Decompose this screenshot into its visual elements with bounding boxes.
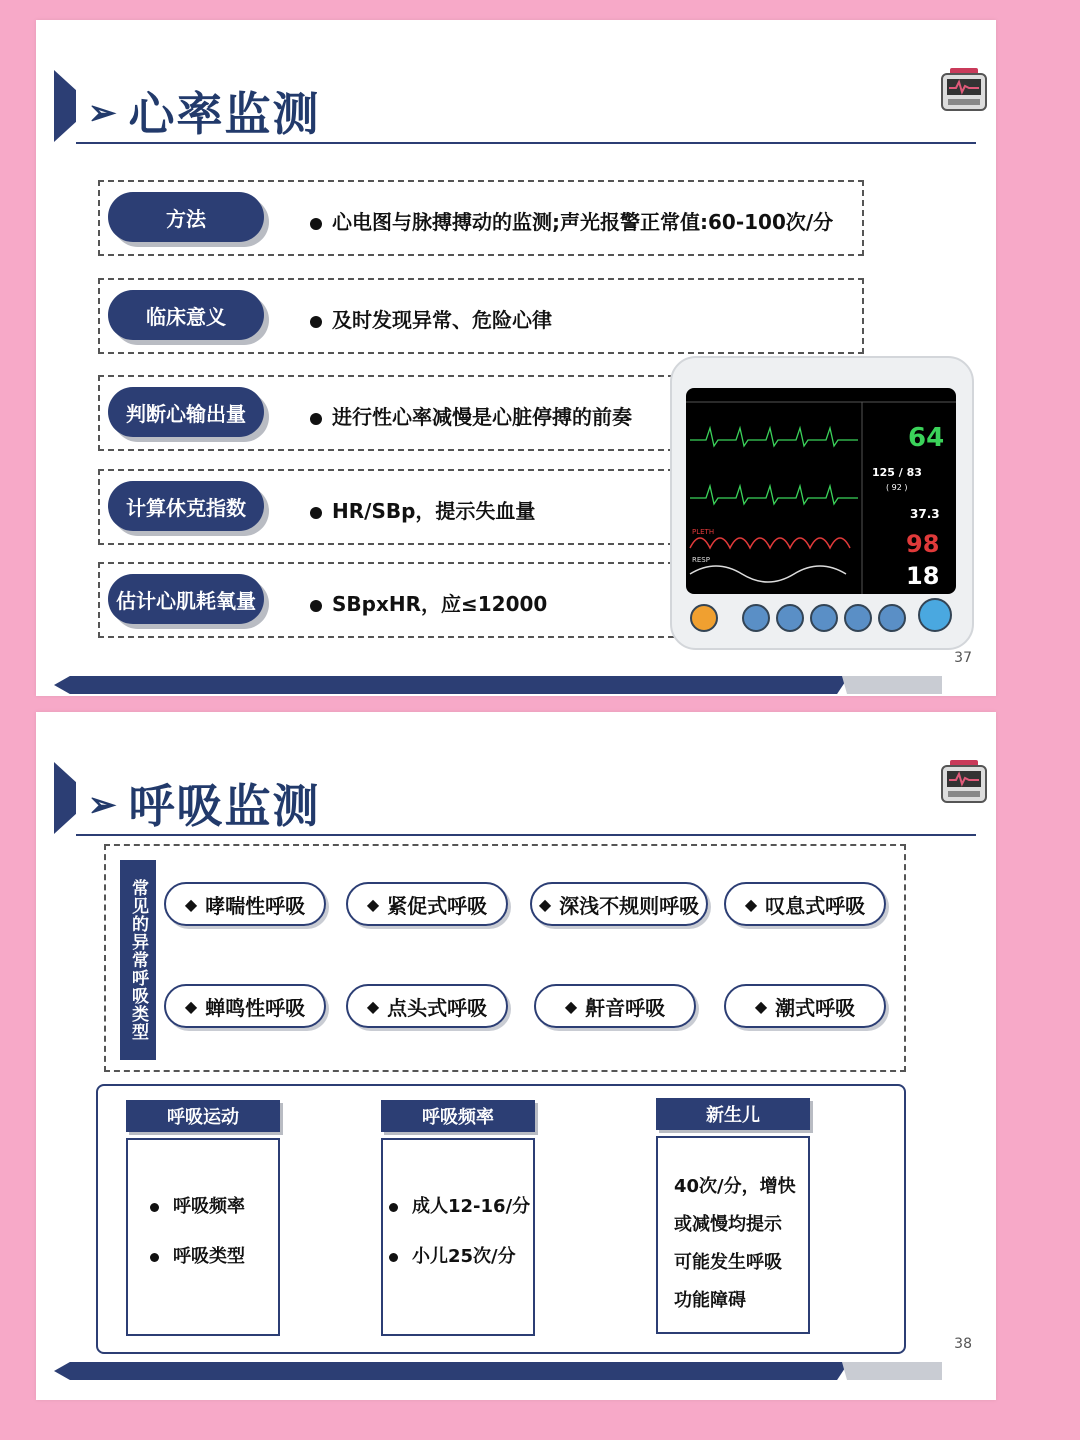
monitor-button — [776, 604, 804, 632]
diamond-bullet: ◆ — [564, 996, 578, 1016]
row-method — [98, 180, 864, 256]
patient-monitor-image — [670, 356, 974, 650]
column-body — [126, 1138, 280, 1336]
monitor-icon — [940, 758, 988, 806]
newborn-line: 40次/分，增快 — [674, 1176, 796, 1197]
abnormal-type: ◆ 叹息式呼吸 — [724, 882, 886, 926]
row-label: 计算休克指数 — [108, 481, 264, 531]
resp-label: RESP — [692, 556, 710, 564]
title-underline — [76, 834, 976, 836]
footer-band — [54, 676, 849, 694]
monitor-waveforms — [686, 388, 956, 594]
abnormal-type: ◆ 深浅不规则呼吸 — [530, 882, 708, 926]
newborn-line: 可能发生呼吸 — [674, 1252, 782, 1273]
list-item: 呼吸频率 — [150, 1192, 245, 1218]
list-item: 成人12-16/分 — [389, 1192, 530, 1218]
info-column-newborn — [656, 1098, 810, 1334]
column-body — [381, 1138, 535, 1336]
monitor-screen — [686, 388, 956, 594]
row-text: 及时发现异常、危险心律 — [310, 304, 552, 333]
slide-title: ➢ 呼吸监测 — [88, 779, 321, 833]
list-item: 呼吸类型 — [150, 1242, 245, 1268]
diamond-bullet: ◆ — [744, 894, 758, 914]
bullet-dot — [150, 1203, 159, 1212]
bullet-dot — [310, 600, 322, 612]
monitor-knob — [918, 598, 952, 632]
info-column — [126, 1100, 280, 1336]
hr-value: 64 — [908, 423, 945, 453]
diamond-bullet: ◆ — [754, 996, 768, 1016]
bullet-dot — [310, 218, 322, 230]
abnormal-type: ◆ 点头式呼吸 — [346, 984, 508, 1028]
bullet-dot — [310, 316, 322, 328]
arrow-icon: ➢ — [88, 785, 119, 825]
monitor-icon — [940, 66, 988, 114]
resp-value: 18 — [906, 562, 940, 590]
slide-respiration — [36, 712, 996, 1400]
spo2-value: 98 — [906, 530, 940, 558]
respiration-info-panel — [96, 1084, 906, 1354]
bullet-dot — [389, 1253, 398, 1262]
monitor-button — [844, 604, 872, 632]
row-text: SBpxHR，应≤12000 — [310, 588, 547, 617]
abnormal-panel-label: 常见的异常呼吸类型 — [120, 860, 156, 1060]
bullet-dot — [389, 1203, 398, 1212]
footer-accent — [842, 1362, 942, 1380]
abnormal-breathing-panel — [104, 844, 906, 1072]
abnormal-type: ◆ 蝉鸣性呼吸 — [164, 984, 326, 1028]
bullet-dot — [310, 507, 322, 519]
pleth-label: PLETH — [692, 528, 715, 536]
arrow-icon: ➢ — [88, 93, 119, 133]
column-heading: 新生儿 — [656, 1098, 810, 1130]
bp-value: 125 / 83 — [872, 466, 922, 479]
row-clinical — [98, 278, 864, 354]
abnormal-type: ◆ 鼾音呼吸 — [534, 984, 696, 1028]
diamond-bullet: ◆ — [366, 996, 380, 1016]
abnormal-type: ◆ 紧促式呼吸 — [346, 882, 508, 926]
row-text: HR/SBp，提示失血量 — [310, 495, 535, 524]
slide-title: ➢ 心率监测 — [88, 87, 321, 141]
row-label: 方法 — [108, 192, 264, 242]
title-underline — [76, 142, 976, 144]
abnormal-type: ◆ 潮式呼吸 — [724, 984, 886, 1028]
title-accent — [54, 70, 76, 142]
footer-accent — [842, 676, 942, 694]
column-heading: 呼吸频率 — [381, 1100, 535, 1132]
title-accent — [54, 762, 76, 834]
abnormal-type: ◆ 哮喘性呼吸 — [164, 882, 326, 926]
bullet-dot — [150, 1253, 159, 1262]
info-column — [381, 1100, 535, 1336]
newborn-line: 或减慢均提示 — [674, 1214, 782, 1235]
page-number: 37 — [954, 650, 972, 666]
monitor-button — [810, 604, 838, 632]
row-label: 临床意义 — [108, 290, 264, 340]
row-label: 估计心肌耗氧量 — [108, 574, 264, 624]
row-label: 判断心输出量 — [108, 387, 264, 437]
row-text: 心电图与脉搏搏动的监测;声光报警正常值:60-100次/分 — [310, 206, 833, 235]
temp-value: 37.3 — [910, 507, 940, 521]
diamond-bullet: ◆ — [366, 894, 380, 914]
diamond-bullet: ◆ — [538, 894, 552, 914]
slide-heart-rate — [36, 20, 996, 696]
column-body — [656, 1136, 810, 1334]
monitor-button — [878, 604, 906, 632]
monitor-button — [690, 604, 718, 632]
diamond-bullet: ◆ — [184, 996, 198, 1016]
map-value: ( 92 ) — [886, 483, 908, 492]
footer-band — [54, 1362, 849, 1380]
bullet-dot — [310, 413, 322, 425]
row-text: 进行性心率减慢是心脏停搏的前奏 — [310, 401, 632, 430]
monitor-button — [742, 604, 770, 632]
diamond-bullet: ◆ — [184, 894, 198, 914]
list-item: 小儿25次/分 — [389, 1242, 516, 1268]
page-number: 38 — [954, 1336, 972, 1352]
column-heading: 呼吸运动 — [126, 1100, 280, 1132]
newborn-line: 功能障碍 — [674, 1290, 746, 1311]
